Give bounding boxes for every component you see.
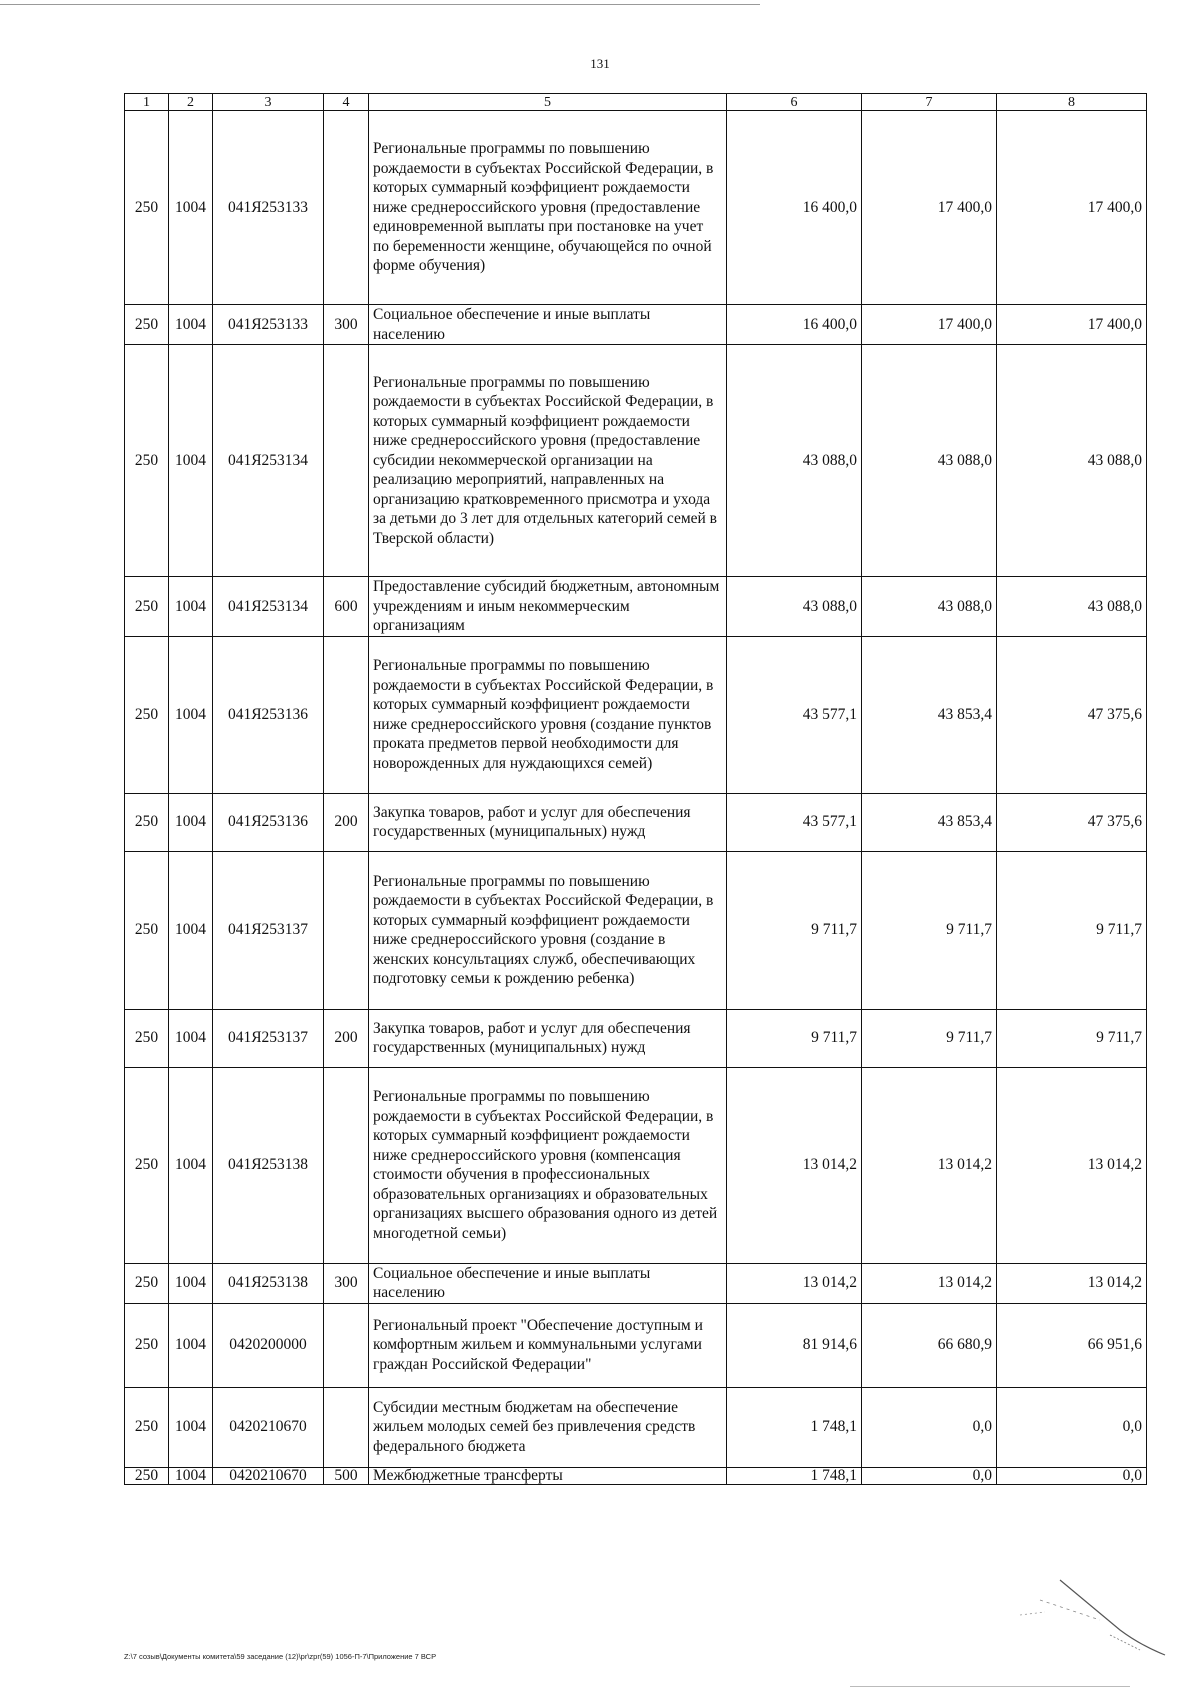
table-row xyxy=(125,305,1147,345)
row-cell-amount-3: 13 014,2 xyxy=(997,1067,1147,1263)
budget-table xyxy=(124,93,1147,1485)
row-cell-amount-3: 47 375,6 xyxy=(997,636,1147,793)
row-cell-col2: 1004 xyxy=(169,305,213,345)
row-cell-type xyxy=(324,851,369,1009)
row-cell-amount-2: 9 711,7 xyxy=(862,851,997,1009)
table-row xyxy=(125,1263,1147,1303)
row-cell-type xyxy=(324,1303,369,1387)
row-cell-amount-3: 43 088,0 xyxy=(997,577,1147,637)
header-row xyxy=(125,94,1147,111)
header-cell: 2 xyxy=(169,94,213,111)
row-cell-col2: 1004 xyxy=(169,1303,213,1387)
table-row xyxy=(125,1467,1147,1484)
row-cell-type: 300 xyxy=(324,305,369,345)
row-cell-col1: 250 xyxy=(125,345,169,577)
row-cell-description: Социальное обеспечение и иные выплаты населению xyxy=(369,1263,727,1303)
scan-edge-line xyxy=(0,4,760,5)
signature-mark xyxy=(1000,1560,1170,1660)
row-cell-description: Региональный проект "Обеспечение доступным и комфортным жильем и коммунальными услугами граждан Российской Федерации" xyxy=(369,1303,727,1387)
row-cell-amount-3: 9 711,7 xyxy=(997,1009,1147,1067)
row-cell-amount-2: 43 088,0 xyxy=(862,577,997,637)
header-cell: 6 xyxy=(727,94,862,111)
row-cell-col2: 1004 xyxy=(169,345,213,577)
row-cell-type xyxy=(324,1387,369,1467)
row-cell-type: 600 xyxy=(324,577,369,637)
row-cell-code: 041Я253138 xyxy=(213,1263,324,1303)
row-cell-col2: 1004 xyxy=(169,851,213,1009)
row-cell-amount-3: 0,0 xyxy=(997,1467,1147,1484)
row-cell-description: Региональные программы по повышению рождаемости в субъектах Российской Федерации, в которых суммарный коэффициент рождаемости ниже среднероссийского уровня (предоставление единовременной выплаты при постановке на учет по беременности женщине, обучающейся по очной форме обучения) xyxy=(369,111,727,305)
row-cell-description: Региональные программы по повышению рождаемости в субъектах Российской Федерации, в которых суммарный коэффициент рождаемости ниже среднероссийского уровня (предоставление субсидии некоммерческой организации на реализацию мероприятий, направленных на организацию кратковременного присмотра и ухода за детьми до 3 лет для отдельных категорий семей в Тверской области) xyxy=(369,345,727,577)
row-cell-amount-1: 43 088,0 xyxy=(727,345,862,577)
row-cell-description: Межбюджетные трансферты xyxy=(369,1467,727,1484)
page-number: 131 xyxy=(590,56,610,71)
row-cell-description: Социальное обеспечение и иные выплаты населению xyxy=(369,305,727,345)
row-cell-code: 041Я253137 xyxy=(213,1009,324,1067)
table-row xyxy=(125,345,1147,577)
row-cell-type: 200 xyxy=(324,1009,369,1067)
header-cell: 4 xyxy=(324,94,369,111)
row-cell-type: 300 xyxy=(324,1263,369,1303)
row-cell-col2: 1004 xyxy=(169,636,213,793)
header-cell: 1 xyxy=(125,94,169,111)
table-row xyxy=(125,111,1147,305)
row-cell-col1: 250 xyxy=(125,1009,169,1067)
row-cell-col1: 250 xyxy=(125,851,169,1009)
row-cell-amount-3: 13 014,2 xyxy=(997,1263,1147,1303)
row-cell-col1: 250 xyxy=(125,1263,169,1303)
row-cell-amount-2: 0,0 xyxy=(862,1387,997,1467)
table-row xyxy=(125,577,1147,637)
row-cell-amount-1: 43 577,1 xyxy=(727,793,862,851)
row-cell-code: 041Я253136 xyxy=(213,793,324,851)
row-cell-col2: 1004 xyxy=(169,1067,213,1263)
row-cell-amount-1: 81 914,6 xyxy=(727,1303,862,1387)
row-cell-col1: 250 xyxy=(125,1303,169,1387)
table-row xyxy=(125,851,1147,1009)
row-cell-code: 041Я253136 xyxy=(213,636,324,793)
row-cell-amount-2: 9 711,7 xyxy=(862,1009,997,1067)
row-cell-amount-1: 16 400,0 xyxy=(727,111,862,305)
header-cell: 8 xyxy=(997,94,1147,111)
row-cell-code: 041Я253137 xyxy=(213,851,324,1009)
row-cell-description: Закупка товаров, работ и услуг для обеспечения государственных (муниципальных) нужд xyxy=(369,793,727,851)
row-cell-amount-1: 16 400,0 xyxy=(727,305,862,345)
row-cell-amount-3: 17 400,0 xyxy=(997,305,1147,345)
row-cell-col1: 250 xyxy=(125,793,169,851)
table-row xyxy=(125,1387,1147,1467)
row-cell-amount-2: 43 853,4 xyxy=(862,793,997,851)
table-row xyxy=(125,1067,1147,1263)
row-cell-amount-1: 43 577,1 xyxy=(727,636,862,793)
row-cell-amount-1: 43 088,0 xyxy=(727,577,862,637)
row-cell-description: Субсидии местным бюджетам на обеспечение жильем молодых семей без привлечения средств федерального бюджета xyxy=(369,1387,727,1467)
row-cell-type xyxy=(324,1067,369,1263)
header-cell: 7 xyxy=(862,94,997,111)
row-cell-code: 0420200000 xyxy=(213,1303,324,1387)
row-cell-amount-3: 43 088,0 xyxy=(997,345,1147,577)
row-cell-amount-1: 9 711,7 xyxy=(727,1009,862,1067)
row-cell-amount-3: 0,0 xyxy=(997,1387,1147,1467)
row-cell-col1: 250 xyxy=(125,1387,169,1467)
row-cell-type: 200 xyxy=(324,793,369,851)
row-cell-code: 041Я253138 xyxy=(213,1067,324,1263)
table-row xyxy=(125,636,1147,793)
row-cell-amount-2: 13 014,2 xyxy=(862,1263,997,1303)
row-cell-col1: 250 xyxy=(125,111,169,305)
row-cell-col2: 1004 xyxy=(169,1467,213,1484)
row-cell-col1: 250 xyxy=(125,1467,169,1484)
row-cell-amount-1: 13 014,2 xyxy=(727,1263,862,1303)
row-cell-code: 041Я253133 xyxy=(213,111,324,305)
row-cell-amount-3: 66 951,6 xyxy=(997,1303,1147,1387)
row-cell-description: Региональные программы по повышению рождаемости в субъектах Российской Федерации, в которых суммарный коэффициент рождаемости ниже среднероссийского уровня (создание в женских консультациях служб, обеспечивающих подготовку семьи к рождению ребенка) xyxy=(369,851,727,1009)
row-cell-code: 0420210670 xyxy=(213,1467,324,1484)
row-cell-amount-3: 9 711,7 xyxy=(997,851,1147,1009)
row-cell-col2: 1004 xyxy=(169,1387,213,1467)
row-cell-col2: 1004 xyxy=(169,1263,213,1303)
row-cell-amount-1: 9 711,7 xyxy=(727,851,862,1009)
table-row xyxy=(125,1009,1147,1067)
row-cell-amount-2: 17 400,0 xyxy=(862,305,997,345)
row-cell-col1: 250 xyxy=(125,1067,169,1263)
header-cell: 3 xyxy=(213,94,324,111)
row-cell-amount-1: 1 748,1 xyxy=(727,1387,862,1467)
table-row xyxy=(125,793,1147,851)
row-cell-amount-2: 66 680,9 xyxy=(862,1303,997,1387)
row-cell-amount-3: 17 400,0 xyxy=(997,111,1147,305)
row-cell-amount-2: 17 400,0 xyxy=(862,111,997,305)
row-cell-type: 500 xyxy=(324,1467,369,1484)
footer-file-path: Z:\7 созыв\Документы комитета\59 заседание (12)\pr\zpr(59) 1056-П-7\Приложение 7 ВСР xyxy=(124,1652,437,1661)
header-cell: 5 xyxy=(369,94,727,111)
row-cell-code: 041Я253134 xyxy=(213,345,324,577)
row-cell-amount-2: 43 853,4 xyxy=(862,636,997,793)
row-cell-col1: 250 xyxy=(125,636,169,793)
row-cell-code: 041Я253133 xyxy=(213,305,324,345)
row-cell-col2: 1004 xyxy=(169,793,213,851)
row-cell-description: Региональные программы по повышению рождаемости в субъектах Российской Федерации, в которых суммарный коэффициент рождаемости ниже среднероссийского уровня (компенсация стоимости обучения в профессиональных образовательных организациях и образовательных организациях высшего образования одного из детей многодетной семьи) xyxy=(369,1067,727,1263)
table-row xyxy=(125,1303,1147,1387)
row-cell-amount-3: 47 375,6 xyxy=(997,793,1147,851)
row-cell-amount-2: 0,0 xyxy=(862,1467,997,1484)
row-cell-type xyxy=(324,636,369,793)
row-cell-amount-1: 13 014,2 xyxy=(727,1067,862,1263)
row-cell-col2: 1004 xyxy=(169,577,213,637)
row-cell-col2: 1004 xyxy=(169,1009,213,1067)
row-cell-description: Закупка товаров, работ и услуг для обеспечения государственных (муниципальных) нужд xyxy=(369,1009,727,1067)
row-cell-description: Предоставление субсидий бюджетным, автономным учреждениям и иным некоммерческим организациям xyxy=(369,577,727,637)
row-cell-amount-2: 43 088,0 xyxy=(862,345,997,577)
row-cell-type xyxy=(324,345,369,577)
row-cell-col2: 1004 xyxy=(169,111,213,305)
row-cell-description: Региональные программы по повышению рождаемости в субъектах Российской Федерации, в которых суммарный коэффициент рождаемости ниже среднероссийского уровня (создание пунктов проката предметов первой необходимости для новорожденных для нуждающихся семей) xyxy=(369,636,727,793)
scan-edge-line-bottom xyxy=(850,1686,1130,1687)
row-cell-col1: 250 xyxy=(125,577,169,637)
row-cell-amount-1: 1 748,1 xyxy=(727,1467,862,1484)
row-cell-code: 041Я253134 xyxy=(213,577,324,637)
row-cell-code: 0420210670 xyxy=(213,1387,324,1467)
row-cell-type xyxy=(324,111,369,305)
row-cell-amount-2: 13 014,2 xyxy=(862,1067,997,1263)
row-cell-col1: 250 xyxy=(125,305,169,345)
